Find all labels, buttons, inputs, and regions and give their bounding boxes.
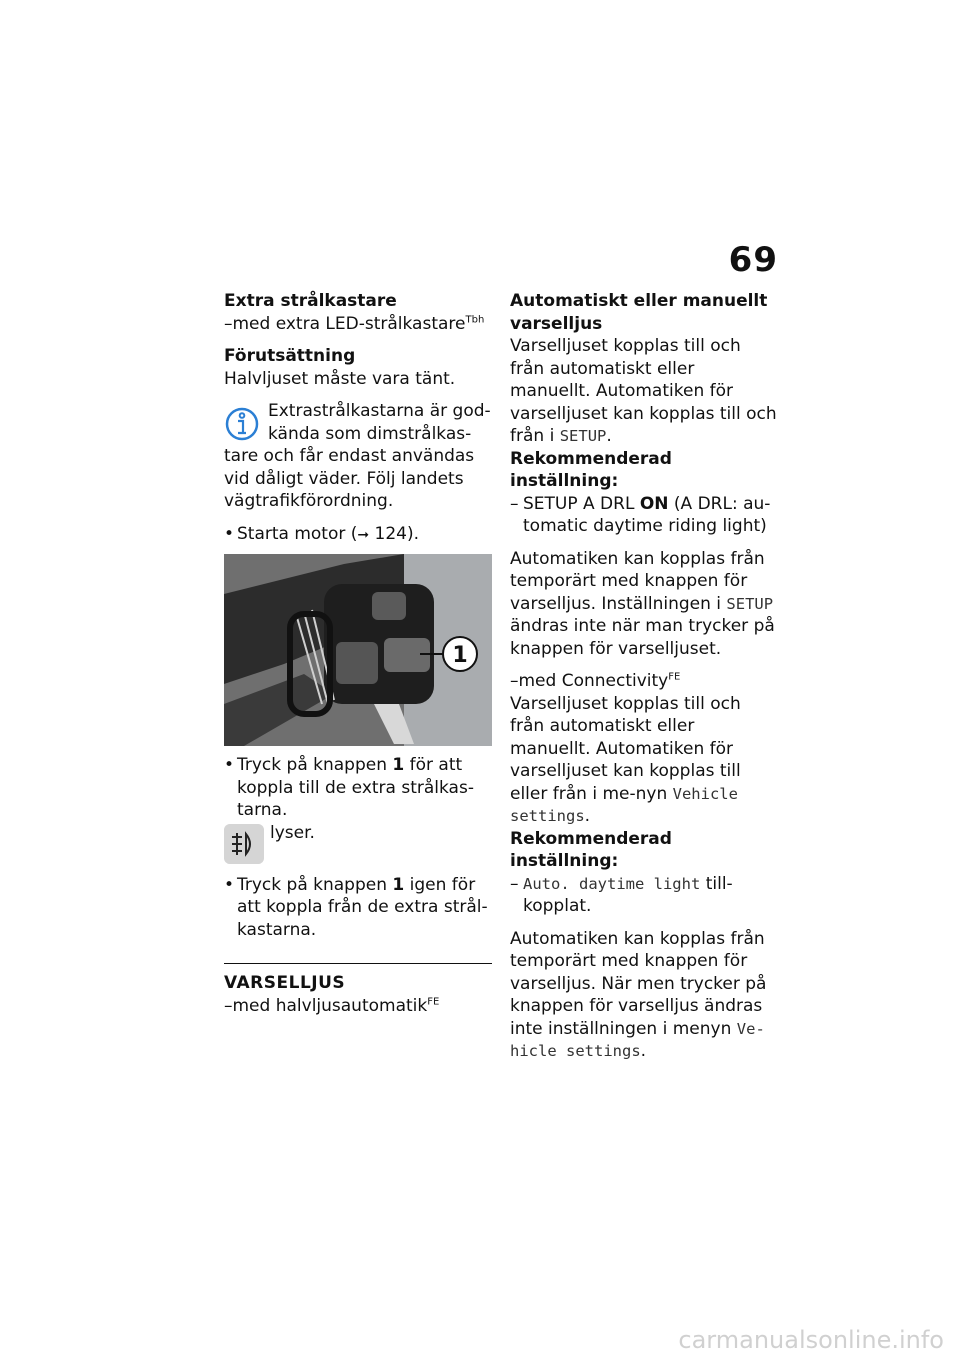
equipment-code: Tbh <box>465 313 485 325</box>
recommended-heading-2: Rekommenderad inställning: <box>510 828 672 871</box>
info-note <box>224 400 492 513</box>
indicator-row <box>224 822 492 864</box>
prerequisite-heading: Förutsättning <box>224 346 356 366</box>
paragraph-4: Automatiken kan kopplas från temporärt med knappen för varselljus. När men trycker på knappen för varselljus ändras inte inställningen i menyn Ve-hicle settings. <box>510 928 767 1061</box>
recommended-item-2: – Auto. daytime light till-kopplat. <box>510 873 780 918</box>
section-divider <box>224 963 492 964</box>
recommended-heading-1: Rekommenderad inställning: <box>510 448 672 491</box>
handlebar-switch-illustration <box>224 554 492 746</box>
watermark: carmanualsonline.info <box>678 1326 944 1354</box>
extra-lights-equipment: –med extra LED-strålkastare$^{Tbh}$ <box>224 313 485 334</box>
connectivity-equipment: –med Connectivity$^{FE}$ <box>510 671 681 691</box>
paragraph-2: Automatiken kan kopplas från temporärt med knappen för varselljus. Inställningen i SETUP ändras inte när man trycker på knappen för varselljuset. <box>510 548 775 659</box>
auto-manual-heading: Automatiskt eller manuellt varselljus <box>510 291 768 334</box>
step-start-engine: • Starta motor (➞ 124). <box>224 523 492 547</box>
handlebar-switch-photo <box>224 554 492 746</box>
left-column <box>224 290 492 1017</box>
info-icon <box>224 404 260 444</box>
recommended-item-1: – SETUP A DRL ON (A DRL: au-tomatic daytime riding light) <box>510 493 780 538</box>
paragraph-3: Varselljuset kopplas till och från automatiskt eller manuellt. Automatiken för varselljuset kan kopplas till eller från i me-nyn Vehicle settings. <box>510 693 741 826</box>
info-text: Extrastrålkastarna är god-kända som dimstrålkas-tare och får endast användas vid dåligt väder. Följ landets vägtrafikförordning. <box>224 401 491 511</box>
fog-light-indicator-icon <box>224 824 264 864</box>
section-title: VARSELLJUS <box>224 973 346 993</box>
section-equipment: –med halvljusautomatik$^{FE}$ <box>224 995 440 1016</box>
right-column <box>510 290 780 1063</box>
page-reference: 124). <box>374 523 420 544</box>
step-press-off: • Tryck på knappen 1 igen för att koppla från de extra strål-kastarna. <box>224 874 492 942</box>
reference-arrow-icon: ➞ <box>357 526 370 543</box>
paragraph-1: Varselljuset kopplas till och från automatiskt eller manuellt. Automatiken för varselljuset kan kopplas till och från i SETUP. <box>510 336 777 446</box>
page-number: 69 <box>728 240 778 280</box>
indicator-text: lyser. <box>270 822 315 843</box>
prerequisite-text: Halvljuset måste vara tänt. <box>224 368 456 389</box>
callout-1: 1 <box>452 643 468 668</box>
step-press-on: • Tryck på knappen 1 för att koppla till de extra strålkas-tarna. <box>224 754 492 822</box>
extra-lights-heading: Extra strålkastare <box>224 291 397 311</box>
